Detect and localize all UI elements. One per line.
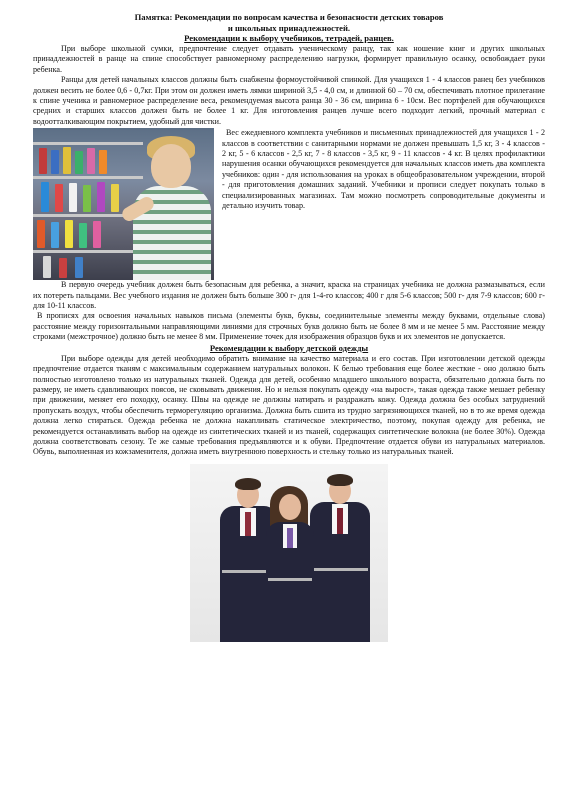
document-title bbox=[33, 12, 545, 33]
students-uniform-photo bbox=[190, 464, 388, 642]
paragraph-clothing: При выборе одежды для детей необходимо обратить внимание на качество материала и его состав. При изготовлении детской одежды предпочтение отдается тканям с максимальным содержанием натуральных волокон. К белью требования еще более жесткие - оно должно быть полностью изготовлено только из натуральных тканей. Одежда для детей, особенно младшего школьного возраста, обязательно должна быть по размеру, не иметь сдавливающих поясов, не сковывать движения. Но и нельзя покупать одежду «на вырост», такая одежда также мешает ребенку при движении, меняет его походку, осанку. Швы на одежде не должны натирать и раздражать кожу. Одежда должна без особых затруднений пропускать воздух, чтобы обеспечить терморегуляцию организма. Должна быть сшита из трудно загрязняющихся тканей, но в то же время одежда должна легко стираться. Одежда ребенка не должна накапливать статическое электричество, поэтому, покупая одежду для ребенка, не рекомендуется останавливать выбор на одежде из синтетических тканей и из тканей, содержащих синтетические волокна (не более 30%). Одежда должна соответствовать сезону. Те же самые требования предъявляются и к обуви. Предпочтение отдается обуви из натуральных материалов. Обувь, выполненная из кожзаменителя, должна иметь внутреннюю поверхность и стельку только из натуральных тканей. bbox=[33, 353, 545, 457]
paragraph-daily-set-weight: Вес ежедневного комплекта учебников и письменных принадлежностей для учащихся 1 - 2 классов в соответствии с санитарными нормами не должен превышать 1,5 кг, 3 - 4 классов - 2 кг, 5 - 6 классов - 2,5 кг, 7 - 8 классов - 3,5 кг, 9 - 11 классов - 4 кг. В целях профилактики нарушения осанки обучающихся рекомендуется для начальных классов иметь два комплекта учебников: один - для использования на уроках в общеобразовательном учреждении, второй - для приготовления домашних заданий. Учебники и прописи следует покупать только в специализированных магазинах. Там можно посмотреть сопроводительные документы и детально изучить товар. bbox=[222, 128, 545, 211]
memo-page bbox=[33, 12, 545, 642]
boy-in-store-photo bbox=[33, 128, 214, 280]
title-line-2: и школьных принадлежностей. bbox=[227, 22, 351, 33]
photo-text-row bbox=[33, 128, 545, 280]
section-heading-textbooks: Рекомендации к выбору учебников, тетрадей, ранцев. bbox=[184, 33, 394, 43]
section-heading-clothing: Рекомендации к выбору детской одежды bbox=[209, 342, 369, 353]
paragraph-textbook-safety: В первую очередь учебник должен быть безопасным для ребенка, а значит, краска на страницах учебника не должна размазываться, если их потереть пальцами. Вес учебного издания не должен быть больше 300 г- для 1-4-го классов; 400 г для 5-6 классов; 500 г- для 7-9 классов; 600 г- для 10-11 классов. bbox=[33, 280, 545, 311]
paragraph-backpack-requirements: Ранцы для детей начальных классов должны быть снабжены формоустойчивой спинкой. Для учащихся 1 - 4 классов ранец без учебников должен весить не более 0,6 - 0,7кг. При этом он должен иметь лямки шириной 3,5 - 4,0 см, и длинной 60 – 70 см, обеспечивать плотное прилегание к спине ученика и равномерное распределение веса, рекомендуемая высота ранца 30 - 36 см, ширина 6 - 10см. Вес портфелей для обучающихся средних и старших классов должен быть не более 1 кг. Для изготовления ранцев лучше всего подходит легкий, прочный материал с водоотталкивающим покрытием, удобный для чистки. bbox=[33, 75, 545, 126]
title-line-1: Памятка: Рекомендации по вопросам качества и безопасности детских товаров bbox=[134, 12, 444, 22]
paragraph-school-bag: При выборе школьной сумки, предпочтение следует отдавать ученическому ранцу, так как ношение книг и других школьных принадлежностей в ранце на спине способствует равномерному распределению нагрузки, формирует правильную осанку, освобождает руки ребенка. bbox=[33, 44, 545, 74]
paragraph-copybooks: В прописях для освоения начальных навыков письма (элементы букв, буквы, соединительные элементы между буквами, отдельные слова) расстояние между горизонтальными направляющими линиями для строчных букв должно быть не более 8 мм и не менее 5 мм. Расстояние между строками (межстрочное) должно быть не менее 8 мм. Применение точек для изображения образцов букв и их элементов не допускается. bbox=[33, 311, 545, 342]
